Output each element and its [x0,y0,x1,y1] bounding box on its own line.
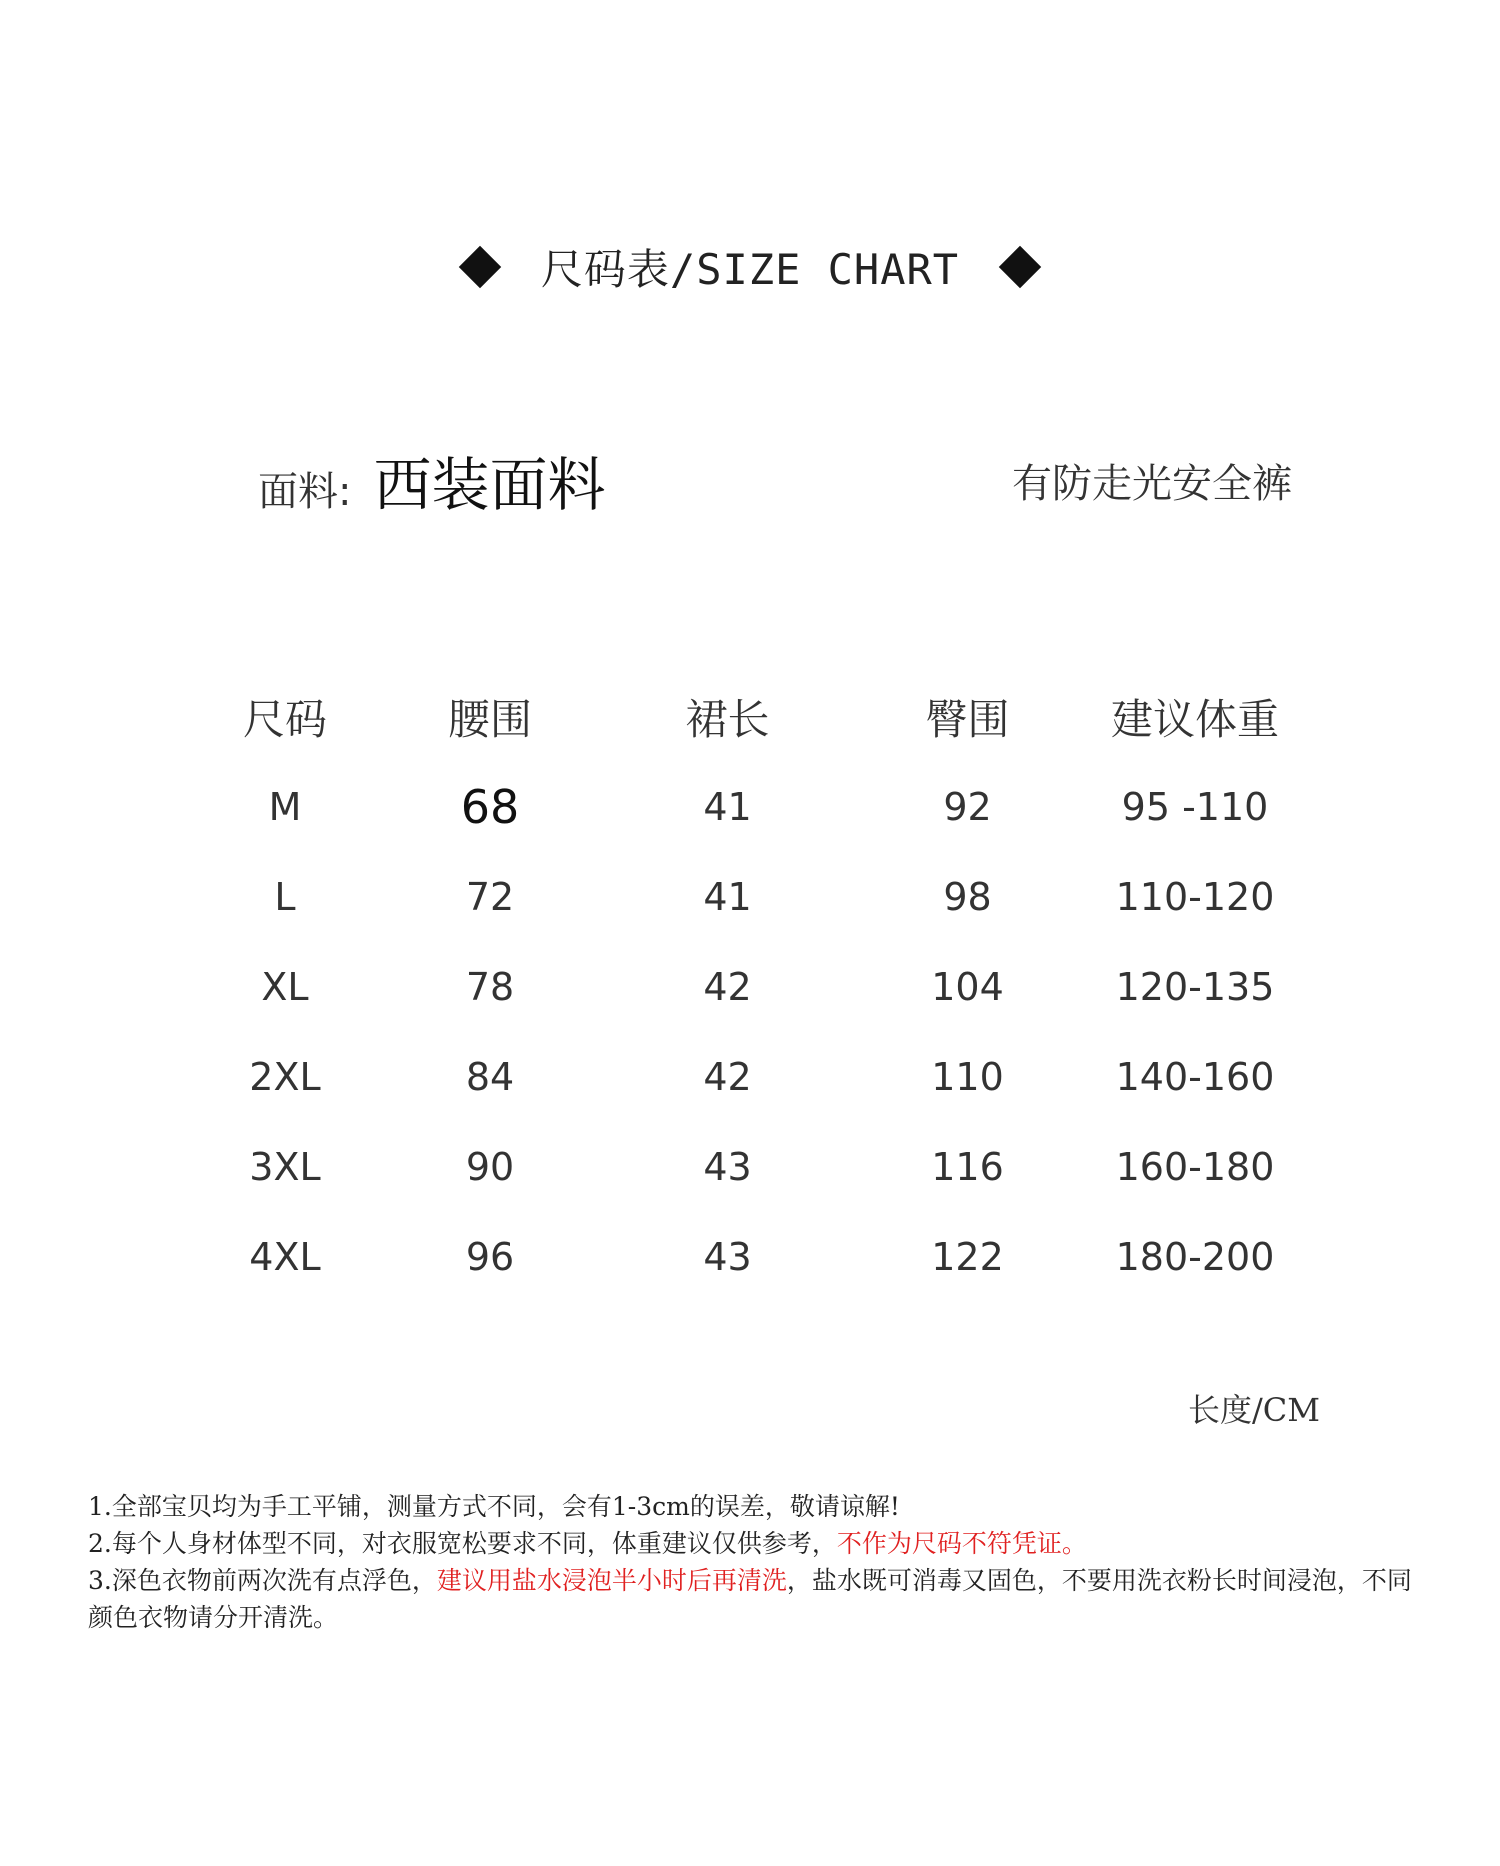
table-row [200,1212,1300,1302]
cell-weight: 110-120 [1115,875,1275,919]
cell-hip: 122 [931,1235,1004,1279]
header-waist: 腰围 [447,695,532,744]
fabric-info [258,438,606,522]
page-title: 尺码表/SIZE CHART [540,245,960,294]
note-3-text: 3.深色衣物前两次洗有点浮色， [88,1566,437,1595]
table-header-row [200,672,1300,762]
safety-shorts-note: 有防走光安全裤 [1012,461,1292,507]
cell-weight: 140-160 [1115,1055,1275,1099]
header-size: 尺码 [242,695,327,744]
fabric-label: 面料: [258,469,352,515]
right-diamond-icon [999,246,1041,288]
cell-length: 43 [703,1145,752,1189]
cell-size: 3XL [249,1145,321,1189]
header-length: 裙长 [685,695,770,744]
table-row [200,1122,1300,1212]
cell-size: 4XL [249,1235,321,1279]
note-1 [88,1488,1418,1525]
unit-label: 长度/CM [1188,1391,1321,1429]
cell-waist: 72 [465,875,515,919]
cell-length: 42 [703,1055,752,1099]
note-2 [88,1525,1418,1562]
cell-weight: 160-180 [1115,1145,1275,1189]
cell-length: 41 [703,785,752,829]
cell-length: 42 [703,965,752,1009]
cell-length: 41 [703,875,752,919]
cell-waist: 78 [465,965,515,1009]
header-weight: 建议体重 [1110,695,1279,744]
cell-hip: 92 [943,785,992,829]
note-2-highlight: 不作为尺码不符凭证。 [836,1529,1087,1558]
note-2-text: 2.每个人身材体型不同，对衣服宽松要求不同，体重建议仅供参考， [88,1529,837,1558]
cell-waist: 84 [465,1055,515,1099]
note-1-text: 1.全部宝贝均为手工平铺，测量方式不同，会有1-3cm的误差，敬请谅解! [88,1492,900,1521]
cell-waist: 96 [465,1235,515,1279]
size-table [200,672,1300,1302]
cell-weight: 180-200 [1115,1235,1275,1279]
cell-weight: 95 -110 [1121,785,1269,829]
note-3 [88,1562,1418,1636]
note-3-text-cont: ，盐水既可消毒又固色，不要用洗衣粉长时间浸泡，不同颜色衣物请分开清洗。 [88,1566,1412,1632]
cell-hip: 110 [931,1055,1004,1099]
cell-weight: 120-135 [1115,965,1275,1009]
cell-waist: 90 [465,1145,515,1189]
cell-hip: 98 [943,875,992,919]
table-row [200,762,1300,852]
left-diamond-icon [459,246,501,288]
header-hip: 臀围 [925,695,1010,744]
cell-size: L [274,875,296,919]
table-row [200,852,1300,942]
cell-length: 43 [703,1235,752,1279]
table-row [200,942,1300,1032]
cell-hip: 104 [931,965,1004,1009]
cell-size: 2XL [249,1055,321,1099]
cell-waist: 68 [460,780,520,834]
cell-size: M [268,785,302,829]
cell-hip: 116 [931,1145,1004,1189]
title-row [0,232,1500,302]
note-3-highlight: 建议用盐水浸泡半小时后再清洗 [436,1566,787,1595]
care-notes [88,1488,1418,1636]
cell-size: XL [261,965,309,1009]
fabric-value: 西装面料 [373,451,606,519]
table-row [200,1032,1300,1122]
